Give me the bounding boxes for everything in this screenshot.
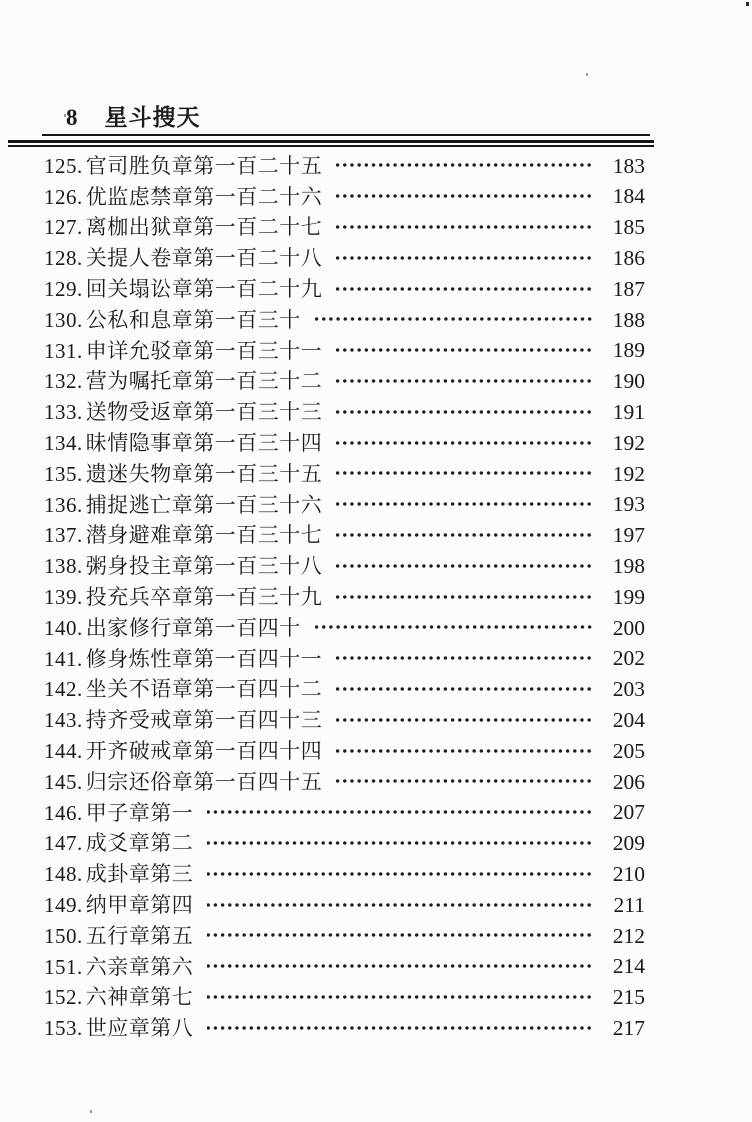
toc-entry-number: 128. [44, 246, 83, 271]
toc-entry [44, 644, 645, 675]
dot-leader [336, 562, 593, 570]
toc-entry-page: 191 [612, 400, 645, 425]
dot-leader [336, 654, 593, 662]
toc-entry-number: 143. [44, 708, 83, 733]
toc-entry [44, 490, 645, 521]
toc-entry-number: 140. [44, 615, 83, 640]
toc-entry-number: 138. [44, 554, 83, 579]
dot-leader [207, 808, 593, 816]
toc-entry [44, 582, 645, 613]
toc-entry-page: 207 [612, 800, 645, 825]
toc-entry [44, 521, 645, 552]
toc-entry-number: 137. [44, 523, 83, 548]
toc-entry [44, 459, 645, 490]
toc-entry-title: 遗迷失物章第一百三十五 [85, 461, 323, 486]
toc-entry-number: 134. [44, 431, 83, 456]
toc-entry-page: 186 [612, 246, 645, 271]
dot-leader [207, 1024, 593, 1032]
toc-entry-number: 149. [44, 893, 83, 918]
toc-entry-title: 官司胜负章第一百二十五 [85, 153, 323, 178]
toc-entry-page: 212 [612, 923, 645, 948]
dot-leader [336, 285, 593, 293]
toc-entry-page: 214 [612, 954, 645, 979]
scan-speck [90, 1110, 92, 1113]
toc-entry-number: 133. [44, 400, 83, 425]
toc-entry-number: 126. [44, 184, 83, 209]
toc-entry [44, 798, 645, 829]
toc-entry-title: 开齐破戒章第一百四十四 [85, 739, 323, 764]
dot-leader [315, 623, 593, 631]
toc-entry-page: 217 [612, 1015, 645, 1040]
toc-entry-title: 坐关不语章第一百四十二 [85, 677, 323, 702]
toc-entry [44, 182, 645, 213]
toc-entry-title: 纳甲章第四 [85, 893, 194, 918]
dot-leader [336, 469, 593, 477]
dot-leader [207, 870, 593, 878]
toc-entry-page: 199 [612, 584, 645, 609]
dot-leader [336, 254, 593, 262]
header-book-title: 星斗搜天 [104, 105, 201, 130]
toc-list [44, 151, 645, 1044]
dot-leader [336, 593, 593, 601]
toc-entry-page: 209 [612, 831, 645, 856]
toc-entry-page: 204 [612, 707, 645, 732]
toc-entry-title: 潜身避难章第一百三十七 [85, 523, 323, 548]
toc-entry [44, 921, 645, 952]
dot-leader [207, 931, 593, 939]
toc-entry [44, 151, 645, 182]
scan-speck [586, 73, 588, 76]
header-underline [42, 134, 650, 136]
toc-entry [44, 367, 645, 398]
toc-entry [44, 890, 645, 921]
dot-leader [336, 408, 593, 416]
toc-entry-page: 183 [612, 153, 645, 178]
toc-entry-number: 150. [44, 923, 83, 948]
toc-entry-page: 215 [612, 985, 645, 1010]
toc-entry-number: 147. [44, 831, 83, 856]
toc-entry-title: 世应章第八 [85, 1016, 194, 1041]
toc-entry-number: 153. [44, 1016, 83, 1041]
toc-entry-title: 归宗还俗章第一百四十五 [85, 769, 323, 794]
toc-entry-number: 136. [44, 492, 83, 517]
toc-entry [44, 428, 645, 459]
toc-entry [44, 551, 645, 582]
dot-leader [207, 901, 593, 909]
toc-entry-title: 关提人卷章第一百二十八 [85, 246, 323, 271]
toc-entry-number: 152. [44, 985, 83, 1010]
toc-entry [44, 1013, 645, 1044]
toc-entry-title: 捕捉逃亡章第一百三十六 [85, 492, 323, 517]
toc-entry-page: 202 [612, 646, 645, 671]
toc-entry [44, 243, 645, 274]
toc-entry-title: 离枷出狱章第一百二十七 [85, 215, 323, 240]
toc-entry-page: 211 [613, 892, 645, 917]
dot-leader [336, 192, 593, 200]
dot-leader [336, 377, 593, 385]
toc-entry-number: 131. [44, 338, 83, 363]
toc-entry-title: 五行章第五 [85, 923, 194, 948]
toc-entry-number: 141. [44, 646, 83, 671]
dot-leader [336, 685, 593, 693]
toc-entry-title: 营为嘱托章第一百三十二 [85, 369, 323, 394]
toc-entry-number: 148. [44, 862, 83, 887]
dot-leader [336, 439, 593, 447]
toc-entry-title: 六亲章第六 [85, 954, 194, 979]
dot-leader [336, 747, 593, 755]
dot-leader [336, 500, 593, 508]
toc-entry-title: 出家修行章第一百四十 [85, 615, 301, 640]
toc-entry-number: 127. [44, 215, 83, 240]
toc-entry [44, 859, 645, 890]
toc-entry-title: 投充兵卒章第一百三十九 [85, 585, 323, 610]
toc-entry [44, 305, 645, 336]
toc-entry-number: 151. [44, 954, 83, 979]
dot-leader [207, 993, 593, 1001]
dot-leader [336, 223, 593, 231]
toc-entry [44, 274, 645, 305]
toc-entry-page: 200 [612, 615, 645, 640]
toc-entry [44, 829, 645, 860]
toc-entry [44, 675, 645, 706]
header-page-number: 8 [66, 105, 79, 130]
toc-entry-number: 144. [44, 739, 83, 764]
toc-entry-number: 125. [44, 153, 83, 178]
toc-entry-page: 197 [612, 523, 645, 548]
toc-entry [44, 336, 645, 367]
toc-entry-title: 送物受返章第一百三十三 [85, 400, 323, 425]
dot-leader [336, 716, 593, 724]
toc-entry [44, 952, 645, 983]
scan-speck [64, 114, 66, 117]
toc-entry-page: 203 [612, 677, 645, 702]
toc-entry-number: 135. [44, 461, 83, 486]
toc-entry-page: 198 [612, 554, 645, 578]
toc-entry-page: 206 [612, 769, 645, 794]
scan-speck [746, 2, 749, 6]
toc-entry [44, 767, 645, 798]
toc-entry-number: 142. [44, 677, 83, 702]
toc-entry [44, 736, 645, 767]
dot-leader [336, 161, 593, 169]
toc-entry-title: 昧情隐事章第一百三十四 [85, 431, 323, 456]
dot-leader [336, 346, 593, 354]
toc-entry [44, 613, 645, 644]
toc-entry-title: 回关塌讼章第一百二十九 [85, 277, 323, 302]
toc-entry-title: 优监虑禁章第一百二十六 [85, 184, 323, 209]
toc-entry [44, 397, 645, 428]
toc-entry-page: 193 [612, 492, 645, 517]
toc-entry-title: 甲子章第一 [85, 800, 194, 825]
dot-leader [315, 315, 593, 323]
toc-entry-title: 修身炼性章第一百四十一 [85, 646, 323, 671]
dot-leader [207, 839, 593, 847]
toc-entry-page: 184 [612, 184, 645, 209]
toc-entry [44, 983, 645, 1014]
toc-entry [44, 213, 645, 244]
toc-entry-number: 130. [44, 307, 83, 332]
toc-entry-page: 188 [612, 307, 645, 332]
toc-entry-number: 146. [44, 800, 83, 825]
toc-entry-title: 持齐受戒章第一百四十三 [85, 708, 323, 733]
toc-entry-page: 205 [612, 738, 645, 763]
toc-entry-page: 192 [612, 430, 645, 455]
toc-entry-page: 190 [612, 369, 645, 394]
dot-leader [336, 777, 593, 785]
toc-entry-title: 公私和息章第一百三十 [85, 307, 301, 332]
toc-entry-title: 粥身投主章第一百三十八 [85, 554, 323, 579]
dot-leader [336, 531, 593, 539]
toc-entry-page: 192 [612, 461, 645, 486]
dot-leader [207, 962, 593, 970]
header-double-rule [8, 140, 654, 147]
toc-entry-number: 129. [44, 277, 83, 302]
toc-entry-number: 132. [44, 369, 83, 394]
toc-entry-page: 185 [612, 215, 645, 240]
toc-entry-page: 187 [612, 276, 645, 301]
toc-entry-title: 六神章第七 [85, 985, 194, 1010]
toc-entry-title: 申详允驳章第一百三十一 [85, 338, 323, 363]
toc-entry-number: 139. [44, 585, 83, 610]
toc-entry [44, 705, 645, 736]
toc-entry-title: 成卦章第三 [85, 862, 194, 887]
toc-entry-title: 成爻章第二 [85, 831, 194, 856]
running-head [66, 106, 201, 129]
toc-entry-page: 210 [612, 861, 645, 886]
toc-entry-page: 189 [612, 338, 645, 363]
toc-entry-number: 145. [44, 769, 83, 794]
